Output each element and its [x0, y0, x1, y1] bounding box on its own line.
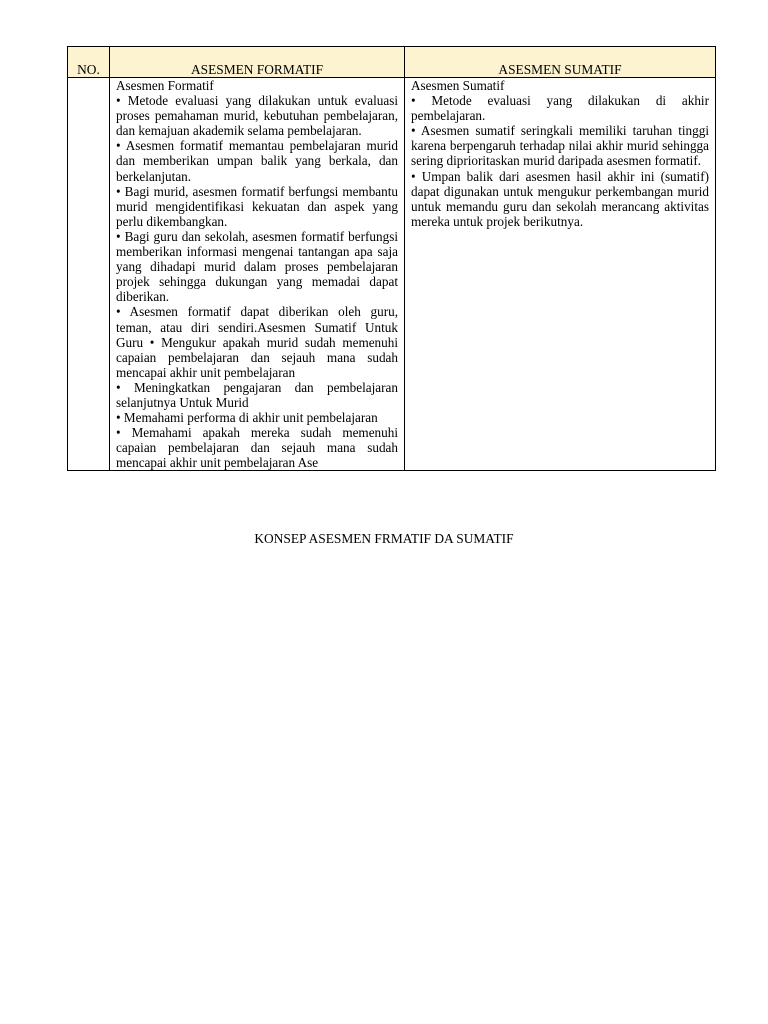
sumatif-point: • Metode evaluasi yang dilakukan di akhir pembelajaran. [411, 93, 709, 124]
header-asesmen-sumatif: ASESMEN SUMATIF [405, 47, 716, 78]
cell-asesmen-formatif [110, 78, 405, 471]
table-row [68, 78, 716, 471]
formatif-point: • Memahami performa di akhir unit pembelajaran [116, 410, 378, 426]
sumatif-point: • Umpan balik dari asesmen hasil akhir ini (sumatif) dapat digunakan untuk mengukur perkembangan murid untuk memandu guru dan sekolah merancang aktivitas mereka untuk projek berikutnya. [411, 168, 709, 229]
sumatif-title: Asesmen Sumatif [411, 78, 505, 93]
formatif-title: Asesmen Formatif [116, 78, 214, 93]
formatif-point: • Bagi murid, asesmen formatif berfungsi membantu murid mengidentifikasi kekuatan dan aspek yang perlu dikembangkan. [116, 183, 398, 229]
table-caption: KONSEP ASESMEN FRMATIF DA SUMATIF [254, 531, 514, 546]
formatif-point: • Asesmen formatif dapat diberikan oleh guru, teman, atau diri sendiri.Asesmen Sumatif Untuk Guru • Mengukur apakah murid sudah memenuhi capaian pembelajaran dan sejauh mana sudah mencapai akhir unit pembelajaran [116, 304, 398, 380]
formatif-point: • Bagi guru dan sekolah, asesmen formatif berfungsi memberikan informasi mengenai tantangan apa saja yang dihadapi murid dalam proses pembelajaran projek sehingga dukungan yang memadai dapat diberikan. [116, 228, 398, 305]
cell-no [68, 78, 110, 471]
cell-asesmen-sumatif [405, 78, 716, 471]
formatif-point: • Memahami apakah mereka sudah memenuhi capaian pembelajaran dan sejauh mana sudah mencapai akhir unit pembelajaran Ase [116, 425, 398, 471]
formatif-content [116, 78, 398, 470]
sumatif-point: • Asesmen sumatif seringkali memiliki taruhan tinggi karena berpengaruh terhadap nilai akhir murid sehingga sering diprioritaskan murid daripada asesmen formatif. [411, 123, 709, 169]
table-header-row [68, 47, 716, 78]
assessment-comparison-table [67, 46, 716, 471]
header-no: NO. [68, 47, 110, 78]
formatif-point: • Metode evaluasi yang dilakukan untuk evaluasi proses pemahaman murid, kebutuhan pembelajaran, dan kemajuan akademik selama pembelajaran. [116, 93, 398, 139]
sumatif-content [411, 78, 709, 229]
formatif-point: • Asesmen formatif memantau pembelajaran murid dan memberikan umpan balik yang berkala, dan berkelanjutan. [116, 138, 398, 184]
formatif-point: • Meningkatkan pengajaran dan pembelajaran selanjutnya Untuk Murid [116, 379, 398, 410]
header-asesmen-formatif: ASESMEN FORMATIF [110, 47, 405, 78]
